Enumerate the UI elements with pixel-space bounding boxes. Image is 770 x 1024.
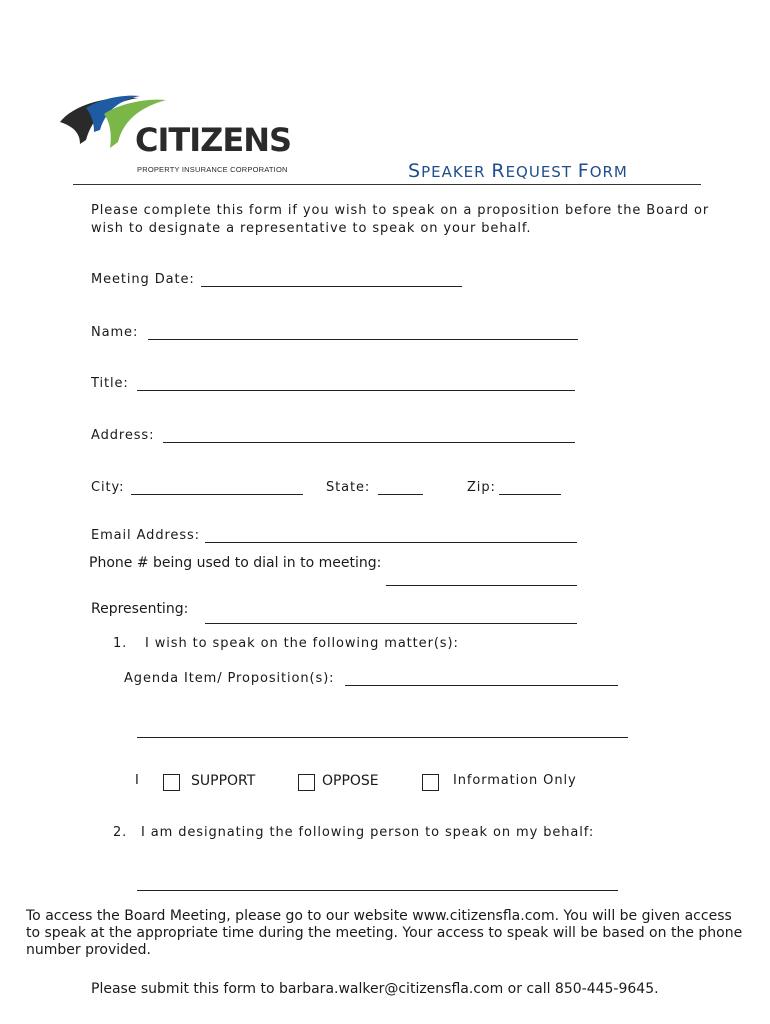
intro-line-2: wish to designate a representative to speak on your behalf.: [91, 221, 532, 236]
section-1-number: 1.: [113, 636, 128, 651]
zip-field[interactable]: [499, 483, 561, 495]
support-checkbox[interactable]: [163, 774, 180, 791]
submit-instructions: Please submit this form to barbara.walker@citizensfla.com or call 850-445-9645.: [91, 981, 659, 997]
information-only-checkbox[interactable]: [422, 774, 439, 791]
logo-subtitle: PROPERTY INSURANCE CORPORATION: [137, 165, 288, 174]
phone-label: Phone # being used to dial in to meeting:: [89, 555, 382, 571]
title-field[interactable]: [137, 379, 575, 391]
agenda-item-field[interactable]: [345, 674, 618, 686]
meeting-date-label: Meeting Date:: [91, 272, 195, 287]
information-only-label: Information Only: [453, 773, 577, 788]
i-label: I: [135, 773, 140, 788]
section-2-text: I am designating the following person to speak on my behalf:: [141, 825, 595, 840]
city-label: City:: [91, 480, 125, 495]
agenda-item-label: Agenda Item/ Proposition(s):: [124, 671, 335, 686]
name-field[interactable]: [148, 328, 578, 340]
title-label: Title:: [91, 376, 129, 391]
intro-line-1: Please complete this form if you wish to speak on a proposition before the Board or: [91, 203, 710, 218]
representing-field[interactable]: [205, 612, 577, 624]
logo-wordmark: CITIZENS: [135, 121, 292, 159]
name-label: Name:: [91, 325, 139, 340]
footer-line-3: number provided.: [26, 942, 152, 958]
footer-line-1: To access the Board Meeting, please go to our website www.citizensfla.com. You will be given access: [26, 908, 732, 924]
designee-field[interactable]: [137, 879, 618, 891]
section-2-number: 2.: [113, 825, 128, 840]
support-label: SUPPORT: [191, 773, 256, 789]
email-field[interactable]: [205, 531, 577, 543]
city-field[interactable]: [131, 483, 303, 495]
page-title: SPEAKER REQUEST FORM: [408, 160, 628, 182]
meeting-date-field[interactable]: [201, 275, 462, 287]
oppose-checkbox[interactable]: [298, 774, 315, 791]
zip-label: Zip:: [467, 480, 496, 495]
phone-field[interactable]: [386, 574, 577, 586]
footer-line-2: to speak at the appropriate time during the meeting. Your access to speak will be based on the phone: [26, 925, 743, 941]
oppose-label: OPPOSE: [322, 773, 379, 789]
representing-label: Representing:: [91, 601, 189, 617]
agenda-item-field-2[interactable]: [137, 726, 628, 738]
address-label: Address:: [91, 428, 155, 443]
state-label: State:: [326, 480, 371, 495]
title-rule: [73, 184, 701, 185]
section-1-text: I wish to speak on the following matter(s):: [145, 636, 459, 651]
address-field[interactable]: [163, 431, 575, 443]
state-field[interactable]: [378, 483, 423, 495]
email-label: Email Address:: [91, 528, 200, 543]
